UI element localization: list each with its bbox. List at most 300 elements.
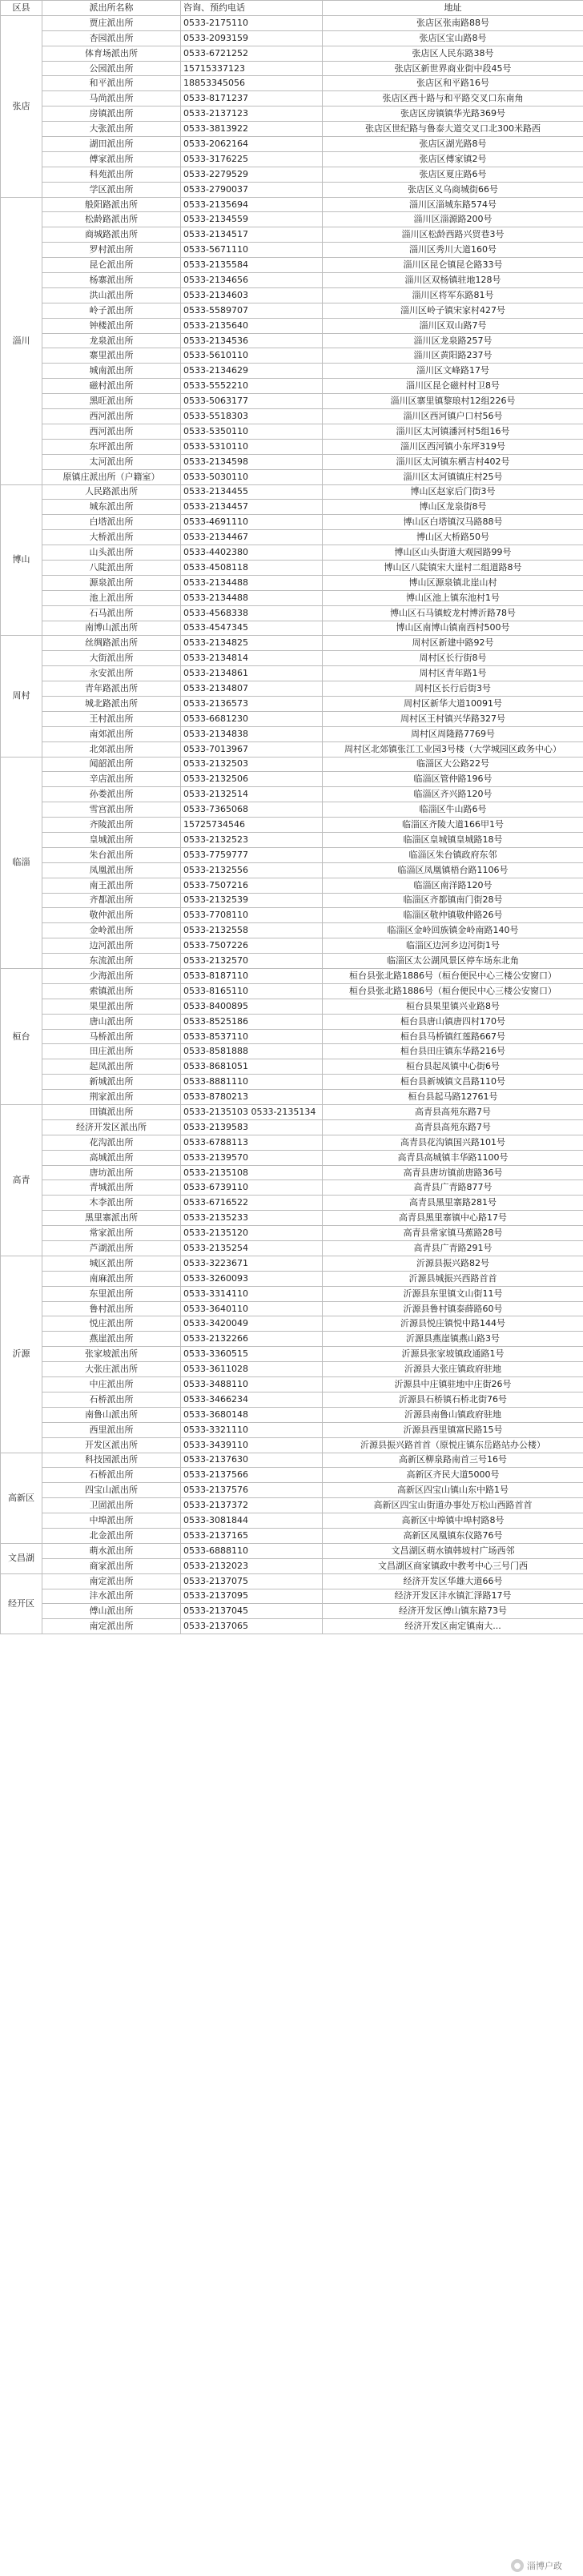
address-cell: 张店区和平路16号 — [323, 76, 583, 91]
station-name-cell: 敬仲派出所 — [42, 908, 181, 923]
table-row — [1, 878, 583, 893]
table-row — [1, 1256, 583, 1271]
table-row — [1, 1589, 583, 1604]
address-cell: 文昌湖区商家镇政中教考中心三号门西 — [323, 1558, 583, 1573]
table-row — [1, 1301, 583, 1316]
phone-cell: 0533-5350110 — [181, 424, 323, 439]
station-name-cell: 南鲁山派出所 — [42, 1407, 181, 1422]
station-name-cell: 商家派出所 — [42, 1558, 181, 1573]
address-cell: 淄川区文峰路17号 — [323, 364, 583, 379]
table-row — [1, 1468, 583, 1483]
phone-cell: 0533-5589707 — [181, 303, 323, 318]
phone-cell: 0533-2135584 — [181, 258, 323, 273]
station-name-cell: 白塔派出所 — [42, 515, 181, 530]
address-cell: 沂源县燕崖镇燕山路3号 — [323, 1332, 583, 1347]
station-name-cell: 丝绸路派出所 — [42, 636, 181, 651]
station-name-cell: 青年路派出所 — [42, 681, 181, 697]
table-row — [1, 1029, 583, 1044]
phone-cell: 0533-8400895 — [181, 999, 323, 1014]
address-cell: 文昌湖区萌水镇韩坡村广场西邻 — [323, 1543, 583, 1558]
station-name-cell: 东里派出所 — [42, 1286, 181, 1301]
address-cell: 桓台县马桥镇红莲路667号 — [323, 1029, 583, 1044]
phone-cell: 0533-2134598 — [181, 454, 323, 469]
address-cell: 临淄区朱台镇政府东邻 — [323, 847, 583, 862]
table-row — [1, 651, 583, 666]
address-cell: 周村区周隆路7769号 — [323, 726, 583, 741]
station-name-cell: 城东派出所 — [42, 500, 181, 515]
table-row — [1, 983, 583, 999]
table-row — [1, 1211, 583, 1226]
phone-cell: 0533-8581888 — [181, 1044, 323, 1059]
table-row — [1, 1044, 583, 1059]
phone-cell: 0533-3360515 — [181, 1347, 323, 1362]
phone-cell: 0533-3081844 — [181, 1513, 323, 1529]
address-cell: 淄川区松龄西路兴贸巷3号 — [323, 227, 583, 243]
station-name-cell: 中埠派出所 — [42, 1513, 181, 1529]
address-cell: 沂源县西里镇富民路15号 — [323, 1422, 583, 1437]
station-name-cell: 芦湖派出所 — [42, 1241, 181, 1256]
station-name-cell: 原镇庄派出所（户籍室） — [42, 469, 181, 484]
table-row — [1, 1316, 583, 1332]
phone-cell: 0533-2135103 0533-2135134 — [181, 1105, 323, 1120]
phone-cell: 0533-4691110 — [181, 515, 323, 530]
station-name-cell: 萌水派出所 — [42, 1543, 181, 1558]
station-name-cell: 大桥派出所 — [42, 530, 181, 545]
table-row — [1, 1347, 583, 1362]
phone-cell: 0533-8165110 — [181, 983, 323, 999]
table-row — [1, 545, 583, 561]
phone-cell: 0533-7507226 — [181, 938, 323, 954]
table-row — [1, 439, 583, 454]
table-row — [1, 1392, 583, 1407]
phone-cell: 0533-3813922 — [181, 122, 323, 137]
table-row — [1, 1483, 583, 1498]
address-cell: 博山区源泉镇北崖山村 — [323, 575, 583, 590]
table-row — [1, 1150, 583, 1165]
table-row — [1, 1422, 583, 1437]
station-name-cell: 朱台派出所 — [42, 847, 181, 862]
phone-cell: 0533-5671110 — [181, 243, 323, 258]
address-cell: 淄川区淄城东路574号 — [323, 197, 583, 212]
table-row — [1, 1407, 583, 1422]
station-name-cell: 和平派出所 — [42, 76, 181, 91]
address-cell: 经济开发区华雄大道66号 — [323, 1573, 583, 1589]
address-cell: 临淄区牛山路6号 — [323, 802, 583, 818]
station-name-cell: 西河派出所 — [42, 409, 181, 424]
station-name-cell: 开发区派出所 — [42, 1437, 181, 1453]
phone-cell: 0533-7708110 — [181, 908, 323, 923]
table-row — [1, 91, 583, 106]
address-cell: 经济开发区傅山镇东路73号 — [323, 1604, 583, 1619]
address-cell: 淄川区岭子镇宋家村427号 — [323, 303, 583, 318]
address-cell: 桓台县新城镇文昌路110号 — [323, 1075, 583, 1090]
table-row — [1, 167, 583, 182]
address-cell: 周村区长行后街3号 — [323, 681, 583, 697]
address-cell: 桓台县张北路1886号（桓台便民中心三楼公安窗口） — [323, 983, 583, 999]
phone-cell: 0533-2135108 — [181, 1165, 323, 1180]
station-name-cell: 北郊派出所 — [42, 741, 181, 757]
phone-cell: 0533-6739110 — [181, 1180, 323, 1196]
address-cell: 桓台县起凤镇中心街6号 — [323, 1059, 583, 1075]
phone-cell: 0533-3680148 — [181, 1407, 323, 1422]
district-cell: 桓台 — [1, 969, 42, 1105]
station-name-cell: 悦庄派出所 — [42, 1316, 181, 1332]
address-cell: 博山区池上镇东池村1号 — [323, 590, 583, 605]
address-cell: 高新区柳泉路南首三号16号 — [323, 1453, 583, 1468]
table-row — [1, 1498, 583, 1513]
station-name-cell: 南王派出所 — [42, 878, 181, 893]
table-row — [1, 666, 583, 681]
table-row — [1, 1196, 583, 1211]
table-row — [1, 424, 583, 439]
station-name-cell: 东坪派出所 — [42, 439, 181, 454]
phone-cell: 0533-2135120 — [181, 1226, 323, 1241]
phone-cell: 0533-2137095 — [181, 1589, 323, 1604]
table-row — [1, 969, 583, 984]
address-cell: 临淄区齐都镇南门街28号 — [323, 893, 583, 908]
table-row — [1, 741, 583, 757]
phone-cell: 0533-2135694 — [181, 197, 323, 212]
station-name-cell: 荆家派出所 — [42, 1090, 181, 1105]
phone-cell: 0533-2139583 — [181, 1119, 323, 1135]
station-name-cell: 贾庄派出所 — [42, 15, 181, 30]
phone-cell: 0533-3314110 — [181, 1286, 323, 1301]
table-row — [1, 1558, 583, 1573]
phone-cell: 0533-8681051 — [181, 1059, 323, 1075]
district-cell: 经开区 — [1, 1573, 42, 1634]
station-name-cell: 青城派出所 — [42, 1180, 181, 1196]
station-name-cell: 傅家派出所 — [42, 151, 181, 167]
address-cell: 沂源县中庄镇驻地中庄街26号 — [323, 1377, 583, 1392]
table-row — [1, 1332, 583, 1347]
station-name-cell: 洪山派出所 — [42, 287, 181, 303]
phone-cell: 0533-2137075 — [181, 1573, 323, 1589]
table-row — [1, 696, 583, 711]
address-cell: 周村区王村镇兴华路327号 — [323, 711, 583, 726]
station-name-cell: 杏园派出所 — [42, 30, 181, 46]
phone-cell: 0533-2134488 — [181, 575, 323, 590]
address-cell: 临淄区凤凰镇梧台路1106号 — [323, 862, 583, 878]
address-cell: 沂源县城振兴西路首首 — [323, 1271, 583, 1286]
district-cell: 高青 — [1, 1105, 42, 1256]
table-body — [1, 15, 583, 1634]
table-row — [1, 484, 583, 500]
address-cell: 临淄区皇城镇皇城路18号 — [323, 832, 583, 847]
station-name-cell: 北金派出所 — [42, 1528, 181, 1543]
station-name-cell: 石马派出所 — [42, 605, 181, 621]
phone-cell: 15725734546 — [181, 818, 323, 833]
address-cell: 桓台县田庄镇东华路216号 — [323, 1044, 583, 1059]
address-cell: 张店区宝山路8号 — [323, 30, 583, 46]
table-row — [1, 636, 583, 651]
station-name-cell: 金岭派出所 — [42, 923, 181, 938]
phone-cell: 0533-2062164 — [181, 137, 323, 152]
station-name-cell: 马尚派出所 — [42, 91, 181, 106]
table-row — [1, 938, 583, 954]
table-row — [1, 893, 583, 908]
phone-cell: 0533-6721252 — [181, 46, 323, 61]
station-name-cell: 辛店派出所 — [42, 772, 181, 787]
phone-cell: 0533-7759777 — [181, 847, 323, 862]
table-row — [1, 1241, 583, 1256]
address-cell: 淄川区太河镇镇庄村25号 — [323, 469, 583, 484]
phone-cell: 0533-2790037 — [181, 182, 323, 197]
phone-cell: 0533-2132503 — [181, 757, 323, 772]
table-row — [1, 348, 583, 364]
table-row — [1, 787, 583, 802]
table-row — [1, 1619, 583, 1634]
address-cell: 临淄区齐陵大道166甲1号 — [323, 818, 583, 833]
address-cell: 高青县唐坊镇前唐路36号 — [323, 1165, 583, 1180]
phone-cell: 0533-2134825 — [181, 636, 323, 651]
address-cell: 沂源县振兴路82号 — [323, 1256, 583, 1271]
table-row — [1, 954, 583, 969]
address-cell: 周村区北郊镇张江工业园3号楼（大学城园区政务中心） — [323, 741, 583, 757]
address-cell: 临淄区边河乡边河街1号 — [323, 938, 583, 954]
table-row — [1, 1135, 583, 1150]
table-row — [1, 621, 583, 636]
table-row — [1, 590, 583, 605]
phone-cell: 0533-2137065 — [181, 1619, 323, 1634]
address-cell: 高青县高苑东路7号 — [323, 1119, 583, 1135]
address-cell: 淄川区西河镇户口村56号 — [323, 409, 583, 424]
table-row — [1, 303, 583, 318]
table-row — [1, 379, 583, 394]
station-name-cell: 永安派出所 — [42, 666, 181, 681]
station-name-cell: 八陡派出所 — [42, 560, 181, 575]
station-name-cell: 高城派出所 — [42, 1150, 181, 1165]
table-row — [1, 847, 583, 862]
table-row — [1, 772, 583, 787]
phone-cell: 0533-8881110 — [181, 1075, 323, 1090]
table-header-row — [1, 1, 583, 16]
address-cell: 临淄区管仲路196号 — [323, 772, 583, 787]
station-name-cell: 西里派出所 — [42, 1422, 181, 1437]
table-row — [1, 1059, 583, 1075]
address-cell: 淄川区西河镇小东坪319号 — [323, 439, 583, 454]
address-cell: 博山区白塔镇汉马路88号 — [323, 515, 583, 530]
phone-cell: 0533-2132266 — [181, 1332, 323, 1347]
station-name-cell: 昆仑派出所 — [42, 258, 181, 273]
phone-cell: 0533-3223671 — [181, 1256, 323, 1271]
phone-cell: 0533-7365068 — [181, 802, 323, 818]
address-cell: 沂源县大张庄镇政府驻地 — [323, 1362, 583, 1377]
table-row — [1, 46, 583, 61]
table-row — [1, 30, 583, 46]
phone-cell: 0533-2134603 — [181, 287, 323, 303]
station-name-cell: 大街派出所 — [42, 651, 181, 666]
phone-cell: 0533-8780213 — [181, 1090, 323, 1105]
address-cell: 张店区西十路与和平路交叉口东南角 — [323, 91, 583, 106]
phone-cell: 0533-6716522 — [181, 1196, 323, 1211]
phone-cell: 0533-2135640 — [181, 318, 323, 333]
phone-cell: 0533-8187110 — [181, 969, 323, 984]
table-row — [1, 469, 583, 484]
table-row — [1, 605, 583, 621]
table-row — [1, 409, 583, 424]
station-name-cell: 田镇派出所 — [42, 1105, 181, 1120]
address-cell: 临淄区大公路22号 — [323, 757, 583, 772]
phone-cell: 0533-3321110 — [181, 1422, 323, 1437]
station-name-cell: 松龄路派出所 — [42, 212, 181, 227]
address-cell: 淄川区双杨镇驻地128号 — [323, 273, 583, 288]
station-name-cell: 起凤派出所 — [42, 1059, 181, 1075]
station-name-cell: 黑里寨派出所 — [42, 1211, 181, 1226]
table-row — [1, 1226, 583, 1241]
table-row — [1, 681, 583, 697]
station-name-cell: 学区派出所 — [42, 182, 181, 197]
address-cell: 周村区青年路1号 — [323, 666, 583, 681]
phone-cell: 0533-2132514 — [181, 787, 323, 802]
table-row — [1, 1105, 583, 1120]
station-name-cell: 傅山派出所 — [42, 1604, 181, 1619]
table-row — [1, 1573, 583, 1589]
phone-cell: 0533-5552210 — [181, 379, 323, 394]
address-cell: 高青县高苑东路7号 — [323, 1105, 583, 1120]
phone-cell: 0533-2134838 — [181, 726, 323, 741]
watermark-text: 淄博户政 — [527, 2561, 562, 2571]
address-cell: 淄川区双山路7号 — [323, 318, 583, 333]
table-row — [1, 106, 583, 122]
phone-cell: 0533-4568338 — [181, 605, 323, 621]
station-name-cell: 田庄派出所 — [42, 1044, 181, 1059]
table-row — [1, 61, 583, 76]
phone-cell: 0533-2279529 — [181, 167, 323, 182]
phone-cell: 0533-4547345 — [181, 621, 323, 636]
phone-cell: 0533-2137576 — [181, 1483, 323, 1498]
address-cell: 博山区南博山镇南西村500号 — [323, 621, 583, 636]
table-row — [1, 1090, 583, 1105]
address-cell: 桓台县唐山镇唐四村170号 — [323, 1014, 583, 1029]
phone-cell: 0533-4402380 — [181, 545, 323, 561]
address-cell: 高青县广青路877号 — [323, 1180, 583, 1196]
table-row — [1, 394, 583, 409]
phone-cell: 0533-2134488 — [181, 590, 323, 605]
phone-cell: 0533-5310110 — [181, 439, 323, 454]
district-cell: 博山 — [1, 484, 42, 636]
phone-cell: 0533-2134861 — [181, 666, 323, 681]
phone-cell: 0533-3260093 — [181, 1271, 323, 1286]
table-row — [1, 1119, 583, 1135]
table-row — [1, 1513, 583, 1529]
station-name-cell: 南博山派出所 — [42, 621, 181, 636]
station-name-cell: 般阳路派出所 — [42, 197, 181, 212]
table-row — [1, 1286, 583, 1301]
address-cell: 经济开发区沣水镇汇泽路17号 — [323, 1589, 583, 1604]
district-cell: 文昌湖 — [1, 1543, 42, 1573]
phone-cell: 0533-2134457 — [181, 500, 323, 515]
phone-cell: 15715337123 — [181, 61, 323, 76]
station-name-cell: 孙娄派出所 — [42, 787, 181, 802]
phone-cell: 0533-2134559 — [181, 212, 323, 227]
station-name-cell: 房镇派出所 — [42, 106, 181, 122]
address-cell: 临淄区太公湖风景区停车场东北角 — [323, 954, 583, 969]
station-name-cell: 南郊派出所 — [42, 726, 181, 741]
station-name-cell: 磁村派出所 — [42, 379, 181, 394]
address-cell: 高青县花沟镇国兴路101号 — [323, 1135, 583, 1150]
table-row — [1, 227, 583, 243]
address-cell: 高新区中埠镇中埠村路8号 — [323, 1513, 583, 1529]
table-row — [1, 15, 583, 30]
station-name-cell: 罗村派出所 — [42, 243, 181, 258]
station-name-cell: 闻韶派出所 — [42, 757, 181, 772]
phone-cell: 0533-6888110 — [181, 1543, 323, 1558]
station-name-cell: 大张派出所 — [42, 122, 181, 137]
table-row — [1, 76, 583, 91]
table-row — [1, 923, 583, 938]
phone-cell: 0533-2134467 — [181, 530, 323, 545]
address-cell: 淄川区太河镇潘河村5组16号 — [323, 424, 583, 439]
table-row — [1, 500, 583, 515]
phone-cell: 0533-2175110 — [181, 15, 323, 30]
phone-cell: 18853345056 — [181, 76, 323, 91]
address-cell: 淄川区秀川大道160号 — [323, 243, 583, 258]
station-name-cell: 城区派出所 — [42, 1256, 181, 1271]
address-cell: 高青县广青路291号 — [323, 1241, 583, 1256]
table-row — [1, 364, 583, 379]
phone-cell: 0533-8537110 — [181, 1029, 323, 1044]
table-row — [1, 1528, 583, 1543]
phone-cell: 0533-3466234 — [181, 1392, 323, 1407]
station-name-cell: 经济开发区派出所 — [42, 1119, 181, 1135]
table-row — [1, 530, 583, 545]
address-cell: 淄川区太河镇东栖吉村402号 — [323, 454, 583, 469]
address-cell: 沂源县南鲁山镇政府驻地 — [323, 1407, 583, 1422]
phone-cell: 0533-2132539 — [181, 893, 323, 908]
station-name-cell: 体育场派出所 — [42, 46, 181, 61]
table-row — [1, 287, 583, 303]
address-cell: 周村区新华大道10091号 — [323, 696, 583, 711]
phone-cell: 0533-2132023 — [181, 1558, 323, 1573]
address-cell: 沂源县石桥镇石桥北街76号 — [323, 1392, 583, 1407]
table-row — [1, 1362, 583, 1377]
address-cell: 高青县黑里寨镇中心路17号 — [323, 1211, 583, 1226]
table-row — [1, 243, 583, 258]
station-name-cell: 龙泉派出所 — [42, 333, 181, 348]
address-cell: 博山区石马镇蛟龙村博沂路78号 — [323, 605, 583, 621]
station-name-cell: 木李派出所 — [42, 1196, 181, 1211]
phone-cell: 0533-2134629 — [181, 364, 323, 379]
address-cell: 博山区大桥路50号 — [323, 530, 583, 545]
station-name-cell: 南定派出所 — [42, 1573, 181, 1589]
address-cell: 张店区人民东路38号 — [323, 46, 583, 61]
station-name-cell: 太河派出所 — [42, 454, 181, 469]
station-name-cell: 新城派出所 — [42, 1075, 181, 1090]
phone-cell: 0533-3640110 — [181, 1301, 323, 1316]
header-station: 派出所名称 — [42, 1, 181, 16]
address-cell: 淄川区寨里镇黎琅村12组226号 — [323, 394, 583, 409]
address-cell: 周村区新建中路92号 — [323, 636, 583, 651]
header-phone: 咨询、预约电话 — [181, 1, 323, 16]
table-row — [1, 711, 583, 726]
table-row — [1, 802, 583, 818]
phone-cell: 0533-2134656 — [181, 273, 323, 288]
address-cell: 张店区湖光路8号 — [323, 137, 583, 152]
table-row — [1, 197, 583, 212]
station-name-cell: 边河派出所 — [42, 938, 181, 954]
table-row — [1, 258, 583, 273]
table-row — [1, 1377, 583, 1392]
phone-cell: 0533-2136573 — [181, 696, 323, 711]
address-cell: 淄川区昆仑镇昆仑路33号 — [323, 258, 583, 273]
table-row — [1, 151, 583, 167]
station-name-cell: 岭子派出所 — [42, 303, 181, 318]
address-cell: 桓台县果里镇兴业路8号 — [323, 999, 583, 1014]
station-name-cell: 唐坊派出所 — [42, 1165, 181, 1180]
table-row — [1, 273, 583, 288]
address-cell: 淄川区黄阳路237号 — [323, 348, 583, 364]
phone-cell: 0533-3611028 — [181, 1362, 323, 1377]
